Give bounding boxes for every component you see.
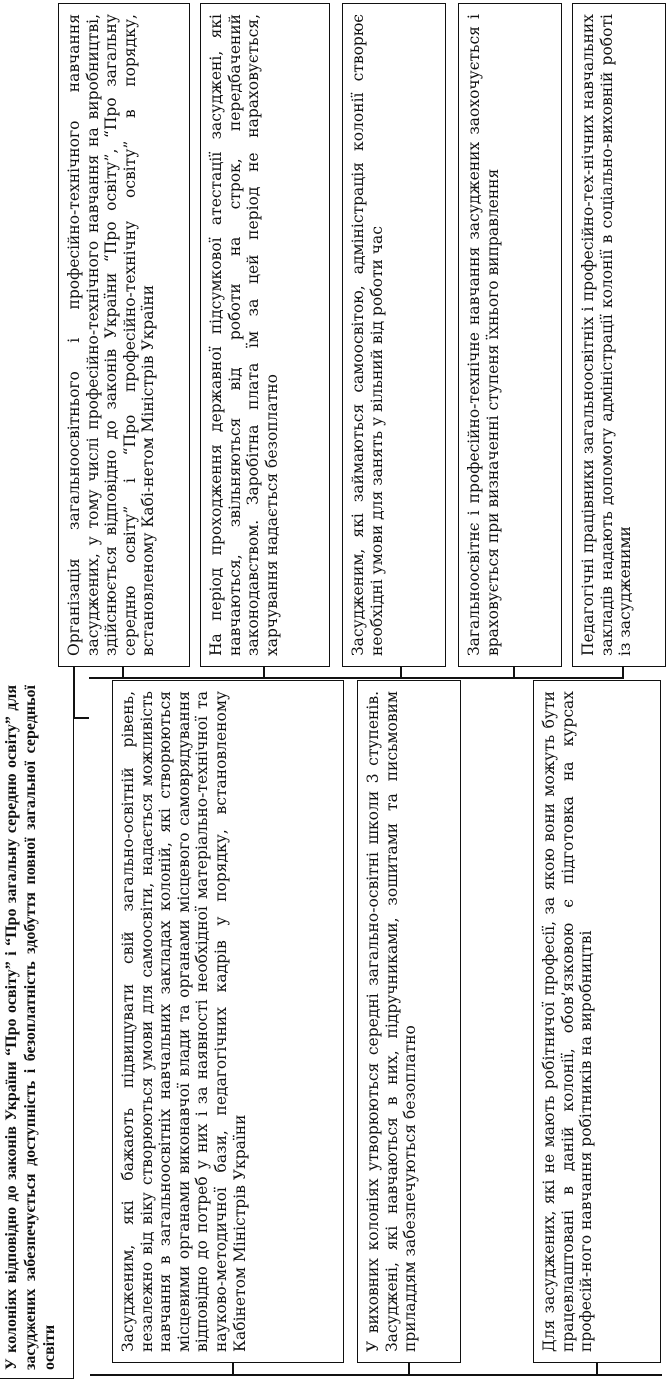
connector-left-branch-3 — [596, 1363, 598, 1376]
right-box-final-attestation: На період проходження державної підсумкової атестації засуджені, які навчаються, звільняються від роботи на строк, передбачений законодавством. Заробітна плата їм за цей період не нараховується, харчування надається безоплатно — [200, 3, 330, 667]
connector-right-branch-2 — [263, 667, 265, 679]
left-box-self-education-conditions: Засудженим, які бажають підвищувати свій загально-освітній рівень, незалежно від віку створюються умови для самоосвіти, надається можливість навчання в загальноосвітніх навчальних закладах колоній, які створюються місцевими органами виконавчої влади та органами місцевого самоврядування відповідно до потреб у них і за наявності необхідної матеріально-технічної та науково-методичної бази, педагогічних кадрів у порядку, встановленому Кабінетом Міністрів України — [112, 680, 344, 1363]
connector-right-trunk — [89, 677, 624, 679]
right-box-education-organization: Організація загальноосвітнього і професійно-технічного навчання засуджених, у тому числі професійно-технічного навчання на виробництві, здійснюється відповідно до законів України “Про освіту”, “Про загальну середню освіту” і “Про професійно-технічну освіту” в порядку, встановленому Кабі-нетом Міністрів України — [58, 3, 190, 667]
connector-right-branch-4 — [513, 667, 515, 679]
right-box-encouragement: Загальноосвітнє і професійно-технічне навчання засуджених заохочується і враховується при визначенні ступеня їхнього виправлення — [458, 3, 562, 667]
connector-right-drop — [73, 717, 89, 719]
left-box-secondary-schools: У виховних колоніях утворюються середні загально-освітні школи 3 ступенів. Засуджені, які навчаються в них, підручниками, зошитами та письмовим приладдям забезпечуються безоплатно — [357, 680, 461, 1363]
connector-right-branch-5 — [622, 667, 624, 679]
connector-right-branch-1 — [122, 667, 124, 679]
root-statement: У колоніях відповідно до законів України “Про освіту” і “Про загальну середню освіту” для засуджених забезпечується доступність і безоплатність здобуття повної загальної середньої освіти — [0, 679, 74, 1379]
connector-left-branch-2 — [408, 1363, 410, 1376]
left-box-vocational-training: Для засуджених, які не мають робітничої професії, за якою вони можуть бути працевлаштовані в даній колонії, обов’язковою є підготовка на курсах професій-ного навчання робітників на виробництві — [533, 680, 661, 1363]
right-box-self-education-time: Засудженим, які займаються самоосвітою, адміністрація колонії створює необхідні умови для занять у вільний від роботи час — [342, 3, 446, 667]
connector-left-trunk — [90, 1374, 662, 1376]
connector-left-branch-1 — [232, 1363, 234, 1376]
connector-right-branch-3 — [400, 667, 402, 679]
right-box-pedagogical-workers: Педагогічні працівники загальноосвітніх і професійно-тех-нічних навчальних закладів надають допомогу адміністрації колонії в соціально-виховній роботі із засудженими — [572, 3, 666, 667]
